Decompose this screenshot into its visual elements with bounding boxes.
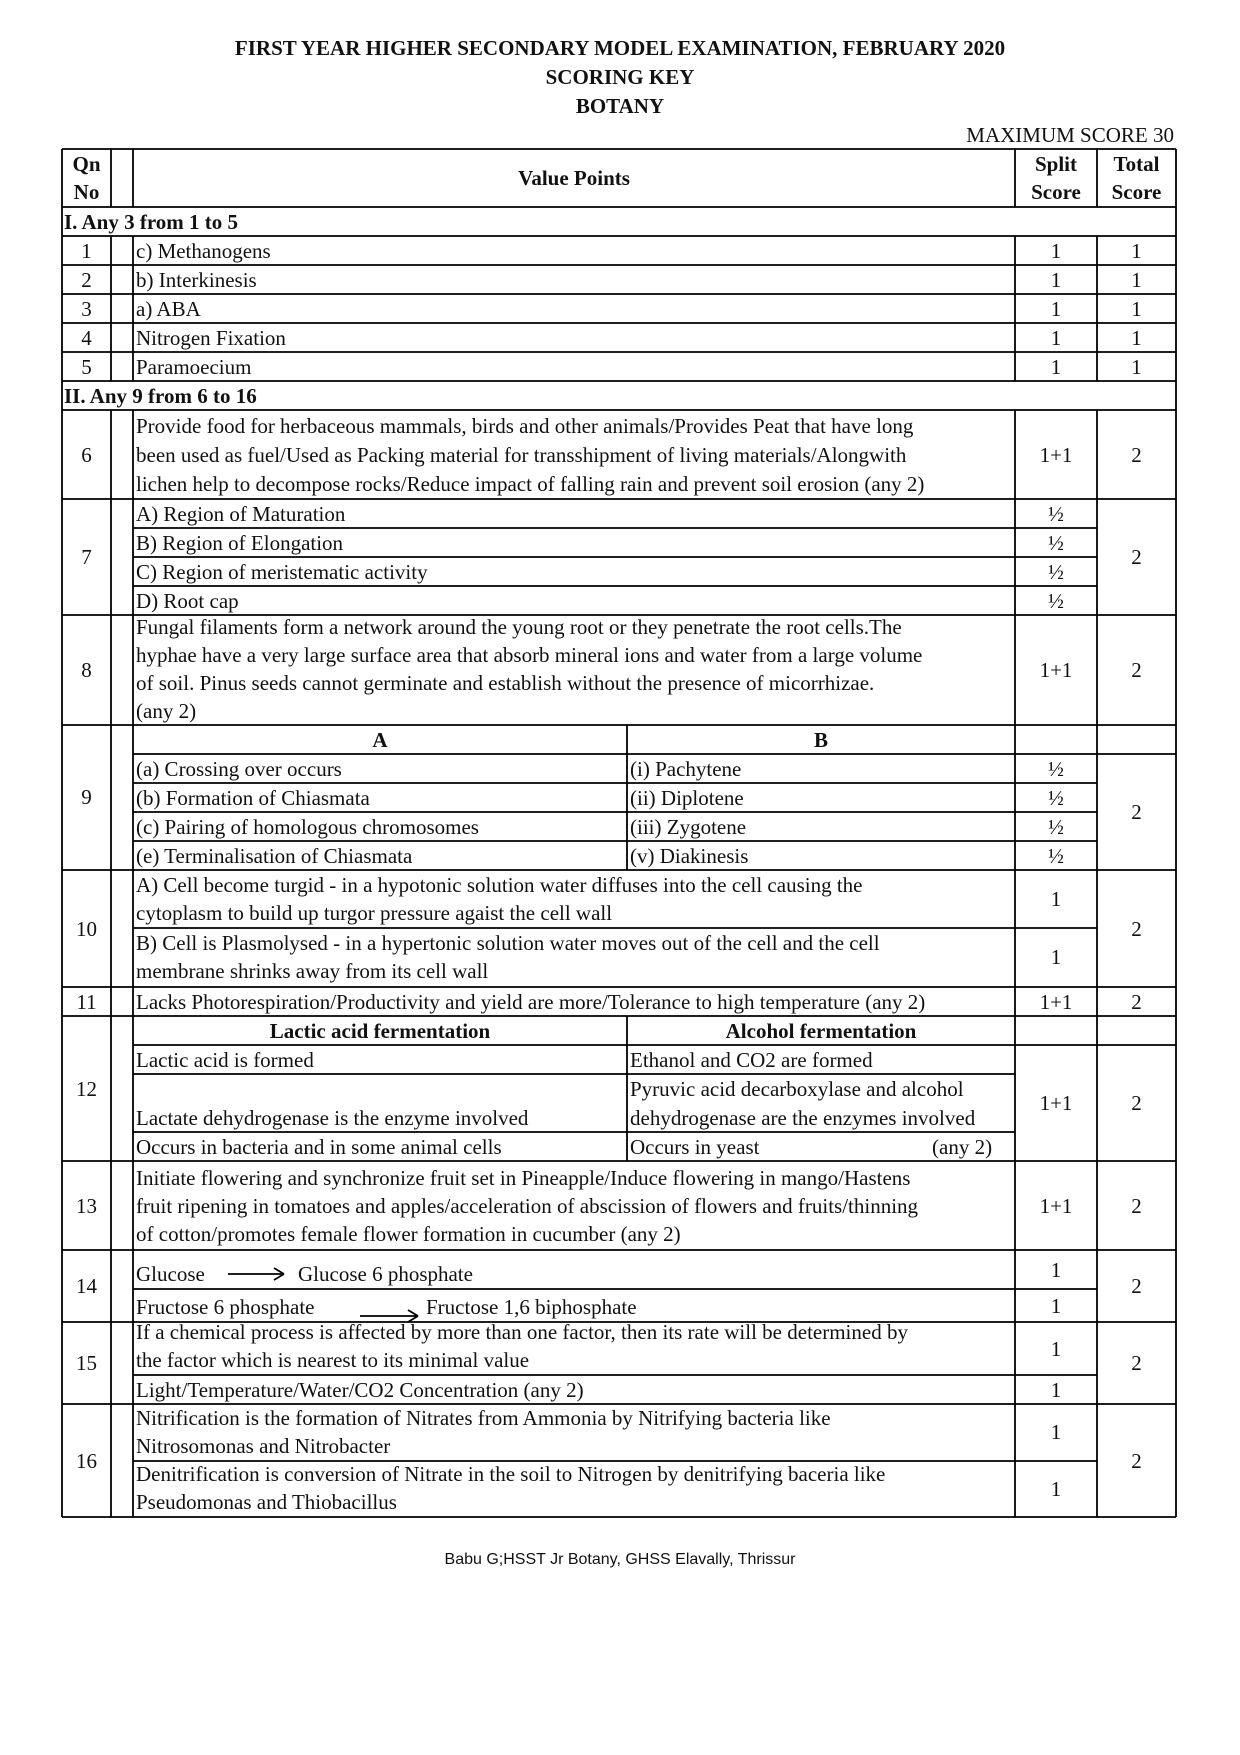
question-number: 13	[76, 1194, 97, 1218]
total-score: 2	[1131, 917, 1142, 941]
total-score: 1	[1131, 268, 1142, 292]
answer-line: If a chemical process is affected by more than one factor, then its rate will be determined by	[136, 1320, 908, 1344]
total-score: 1	[1131, 297, 1142, 321]
split-score: 1	[1050, 887, 1062, 911]
answer-line: been used as fuel/Used as Packing material for transshipment of living materials/Alongwith	[136, 443, 907, 467]
subject-title: BOTANY	[575, 94, 665, 118]
answer-item: D) Root cap	[136, 589, 239, 613]
answer-line: membrane shrinks away from its cell wall	[136, 959, 489, 983]
answer-line: the factor which is nearest to its minimal value	[136, 1348, 530, 1372]
split-score: ½	[1048, 786, 1064, 810]
answer-text: Lacks Photorespiration/Productivity and yield are more/Tolerance to high temperature (any 2)	[136, 990, 926, 1014]
split-score: 1	[1050, 1337, 1062, 1361]
question-number: 15	[76, 1351, 97, 1375]
any-two-note: (any 2)	[932, 1135, 993, 1159]
answer-line: Provide food for herbaceous mammals, birds and other animals/Provides Peat that have long	[136, 414, 914, 438]
split-score: 1	[1050, 1378, 1062, 1402]
split-score: 1	[1050, 326, 1062, 350]
question-number: 5	[81, 355, 92, 379]
column-heading-lactic: Lactic acid fermentation	[269, 1019, 491, 1043]
answer-line: Nitrosomonas and Nitrobacter	[136, 1434, 391, 1458]
header-total-score: Score	[1111, 180, 1162, 204]
section-heading-2: II. Any 9 from 6 to 16	[64, 384, 257, 408]
answer-line: of soil. Pinus seeds cannot germinate and establish without the presence of micorrhizae.	[136, 671, 875, 695]
comparison-cell: Pyruvic acid decarboxylase and alcohol	[630, 1077, 964, 1101]
header-no: No	[73, 180, 100, 204]
total-score: 2	[1131, 1194, 1142, 1218]
total-score: 2	[1131, 1274, 1142, 1298]
question-number: 11	[76, 990, 97, 1014]
question-number: 7	[81, 545, 92, 569]
document-subtitle: SCORING KEY	[545, 65, 695, 89]
split-score: 1	[1050, 945, 1062, 969]
answer-item: C) Region of meristematic activity	[136, 560, 428, 584]
split-score: 1+1	[1039, 1194, 1073, 1218]
answer-text: Nitrogen Fixation	[136, 326, 286, 350]
header-qn: Qn	[72, 152, 101, 176]
answer-line: Fungal filaments form a network around the young root or they penetrate the root cells.The	[136, 615, 902, 639]
question-number: 12	[76, 1077, 97, 1101]
split-score: ½	[1048, 502, 1064, 526]
split-score: 1	[1050, 268, 1062, 292]
split-score: 1	[1050, 297, 1062, 321]
reaction-substrate: Glucose	[136, 1262, 205, 1286]
match-item-a: (a) Crossing over occurs	[136, 757, 342, 781]
split-score: 1+1	[1039, 443, 1073, 467]
split-score: ½	[1048, 844, 1064, 868]
match-item-b: (i) Pachytene	[630, 757, 742, 781]
section-heading-1: I. Any 3 from 1 to 5	[64, 210, 239, 234]
answer-line: fruit ripening in tomatoes and apples/acceleration of abscission of flowers and fruits/thinning	[136, 1194, 919, 1218]
match-item-a: (e) Terminalisation of Chiasmata	[136, 844, 413, 868]
match-item-b: (ii) Diplotene	[630, 786, 744, 810]
answer-line: Initiate flowering and synchronize fruit set in Pineapple/Induce flowering in mango/Hastens	[136, 1166, 911, 1190]
answer-text: c) Methanogens	[136, 239, 271, 263]
header-split-score: Score	[1031, 180, 1081, 204]
total-score: 2	[1131, 1091, 1142, 1115]
comparison-cell: Ethanol and CO2 are formed	[630, 1048, 873, 1072]
answer-line: of cotton/promotes female flower formation in cucumber (any 2)	[136, 1222, 681, 1246]
answer-line: B) Cell is Plasmolysed - in a hypertonic solution water moves out of the cell and the cell	[136, 931, 880, 955]
answer-item: A) Region of Maturation	[136, 502, 346, 526]
question-number: 8	[81, 658, 92, 682]
answer-line: (any 2)	[136, 699, 197, 723]
total-score: 2	[1131, 1351, 1142, 1375]
answer-line: A) Cell become turgid - in a hypotonic solution water diffuses into the cell causing the	[136, 873, 863, 897]
split-score: ½	[1048, 589, 1064, 613]
split-score: 1	[1050, 355, 1062, 379]
split-score: ½	[1048, 560, 1064, 584]
answer-text: b) Interkinesis	[136, 268, 257, 292]
author-footer: Babu G;HSST Jr Botany, GHSS Elavally, Thrissur	[444, 1551, 796, 1568]
answer-text: Paramoecium	[136, 355, 252, 379]
total-score: 1	[1131, 239, 1142, 263]
question-number: 2	[81, 268, 92, 292]
total-score: 2	[1131, 658, 1142, 682]
total-score: 2	[1131, 1449, 1142, 1473]
split-score: 1+1	[1039, 990, 1073, 1014]
answer-line: lichen help to decompose rocks/Reduce impact of falling rain and prevent soil erosion (any 2)	[136, 472, 925, 496]
reaction-substrate: Fructose 6 phosphate	[136, 1295, 315, 1319]
answer-line: hyphae have a very large surface area that absorb mineral ions and water from a large volume	[136, 643, 923, 667]
split-score: 1	[1050, 1420, 1062, 1444]
split-score: 1+1	[1039, 1091, 1073, 1115]
split-score: 1	[1050, 1477, 1062, 1501]
answer-line: Nitrification is the formation of Nitrates from Ammonia by Nitrifying bacteria like	[136, 1406, 831, 1430]
total-score: 2	[1131, 990, 1142, 1014]
total-score: 1	[1131, 355, 1142, 379]
split-score: 1	[1050, 1294, 1062, 1318]
header-split: Split	[1034, 152, 1078, 176]
column-a-heading: A	[372, 728, 388, 752]
answer-item: B) Region of Elongation	[136, 531, 344, 555]
split-score: 1	[1050, 1258, 1062, 1282]
question-number: 14	[76, 1274, 97, 1298]
question-number: 9	[81, 785, 92, 809]
comparison-cell: dehydrogenase are the enzymes involved	[630, 1106, 976, 1130]
answer-line: Light/Temperature/Water/CO2 Concentration (any 2)	[136, 1378, 584, 1402]
header-total: Total	[1113, 152, 1160, 176]
reaction-product: Fructose 1,6 biphosphate	[426, 1295, 637, 1319]
maximum-score: MAXIMUM SCORE 30	[966, 123, 1174, 147]
split-score: ½	[1048, 815, 1064, 839]
comparison-cell: Occurs in yeast	[630, 1135, 760, 1159]
answer-text: a) ABA	[136, 297, 201, 321]
split-score: ½	[1048, 531, 1064, 555]
match-item-b: (iii) Zygotene	[630, 815, 747, 839]
answer-line: Pseudomonas and Thiobacillus	[136, 1490, 397, 1514]
question-number: 6	[81, 443, 92, 467]
column-b-heading: B	[813, 728, 828, 752]
answer-line: cytoplasm to build up turgor pressure agaist the cell wall	[136, 901, 613, 925]
header-value-points: Value Points	[518, 166, 630, 190]
split-score: 1	[1050, 239, 1062, 263]
question-number: 1	[81, 239, 92, 263]
total-score: 2	[1131, 800, 1142, 824]
question-number: 4	[81, 326, 92, 350]
split-score: ½	[1048, 757, 1064, 781]
match-item-a: (b) Formation of Chiasmata	[136, 786, 370, 810]
reaction-product: Glucose 6 phosphate	[298, 1262, 473, 1286]
comparison-cell: Occurs in bacteria and in some animal cells	[136, 1135, 502, 1159]
question-number: 16	[76, 1449, 97, 1473]
question-number: 3	[81, 297, 92, 321]
column-heading-alcohol: Alcohol fermentation	[725, 1019, 917, 1043]
total-score: 2	[1131, 545, 1142, 569]
match-item-b: (v) Diakinesis	[630, 844, 749, 868]
comparison-cell: Lactate dehydrogenase is the enzyme involved	[136, 1106, 529, 1130]
question-number: 10	[76, 917, 97, 941]
answer-line: Denitrification is conversion of Nitrate in the soil to Nitrogen by denitrifying baceria like	[136, 1462, 886, 1486]
split-score: 1+1	[1039, 658, 1073, 682]
total-score: 1	[1131, 326, 1142, 350]
exam-title: FIRST YEAR HIGHER SECONDARY MODEL EXAMINATION, FEBRUARY 2020	[234, 36, 1006, 60]
comparison-cell: Lactic acid is formed	[136, 1048, 314, 1072]
total-score: 2	[1131, 443, 1142, 467]
match-item-a: (c) Pairing of homologous chromosomes	[136, 815, 479, 839]
